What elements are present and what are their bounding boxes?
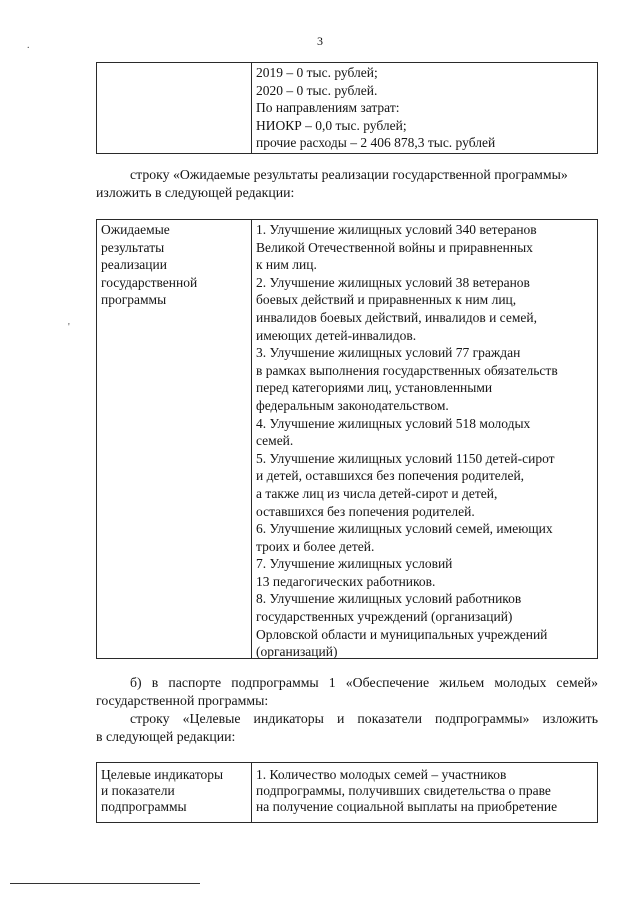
paragraph-line: строку «Целевые индикаторы и показатели подпрограммы» изложить [130,711,598,726]
result-line: а также лиц из числа детей-сирот и детей, [256,485,498,501]
result-line: оставшихся без попечения родителей. [256,503,475,519]
label-line: Целевые индикаторы [101,767,224,782]
label-line: программы [101,292,167,308]
target-indicators-content-cell [252,763,597,816]
result-line: Орловской области и муниципальных учреждений [256,626,548,642]
expected-results-label-cell [97,220,252,658]
page-number: 3 [317,34,323,48]
funding-table-left-cell [97,63,252,153]
funding-table-right-cell [252,63,597,153]
margin-mark: ' [68,322,70,333]
indicator-line: подпрограммы, получивших свидетельства о праве [256,783,551,798]
result-line: государственных учреждений (организаций) [256,609,513,625]
result-line: инвалидов боевых действий, инвалидов и семей, [256,309,537,325]
result-line: Великой Отечественной войны и приравненных [256,239,533,255]
result-line: 1. Улучшение жилищных условий 340 ветеранов [256,222,537,237]
result-line: боевых действий и приравненных к ним лиц, [256,292,517,308]
expected-results-content-cell [252,220,597,662]
paragraph-line: б) в паспорте подпрограммы 1 «Обеспечение жильем молодых семей» [130,675,598,690]
funding-line: НИОКР – 0,0 тыс. рублей; [256,117,407,133]
result-line: (организаций) [256,644,338,660]
paragraph-line: государственной программы: [96,693,269,708]
paragraph-line: строку «Ожидаемые результаты реализации государственной программы» [130,167,568,182]
indicator-line: на получение социальной выплаты на приобретение [256,799,558,814]
label-line: реализации [101,257,167,273]
result-line: 4. Улучшение жилищных условий 518 молодых [256,415,531,431]
funding-table [96,62,598,154]
footnote-separator [10,883,200,884]
margin-mark: . [27,40,30,51]
paragraph-line: изложить в следующей редакции: [96,185,295,200]
result-line: в рамках выполнения государственных обязательств [256,362,558,378]
result-line: 3. Улучшение жилищных условий 77 граждан [256,345,521,361]
result-line: и детей, оставшихся без попечения родителей, [256,468,525,484]
funding-line: 2019 – 0 тыс. рублей; [256,65,378,80]
target-indicators-label-cell [97,763,252,822]
result-line: к ним лиц. [256,257,317,273]
paragraph-line: в следующей редакции: [96,729,236,744]
label-line: государственной [101,274,198,290]
result-line: 5. Улучшение жилищных условий 1150 детей-сирот [256,450,555,466]
result-line: 8. Улучшение жилищных условий работников [256,591,522,607]
result-line: троих и более детей. [256,538,375,554]
result-line: перед категориями лиц, установленными [256,380,493,396]
result-line: 6. Улучшение жилищных условий семей, имеющих [256,521,553,537]
indicator-line: 1. Количество молодых семей – участников [256,767,507,782]
result-line: 2. Улучшение жилищных условий 38 ветеранов [256,274,530,290]
result-line: федеральным законодательством. [256,397,449,413]
funding-line: По направлениям затрат: [256,100,400,116]
target-indicators-table [96,762,598,823]
label-line: результаты [101,239,165,255]
result-line: семей. [256,433,294,449]
label-line: и показатели [101,783,175,798]
label-line: подпрограммы [101,799,187,814]
result-line: 13 педагогических работников. [256,573,436,589]
funding-line: 2020 – 0 тыс. рублей. [256,82,378,98]
expected-results-table [96,219,598,659]
result-line: 7. Улучшение жилищных условий [256,556,453,572]
label-line: Ожидаемые [101,222,170,237]
result-line: имеющих детей-инвалидов. [256,327,417,343]
funding-line: прочие расходы – 2 406 878,3 тыс. рублей [256,135,496,151]
